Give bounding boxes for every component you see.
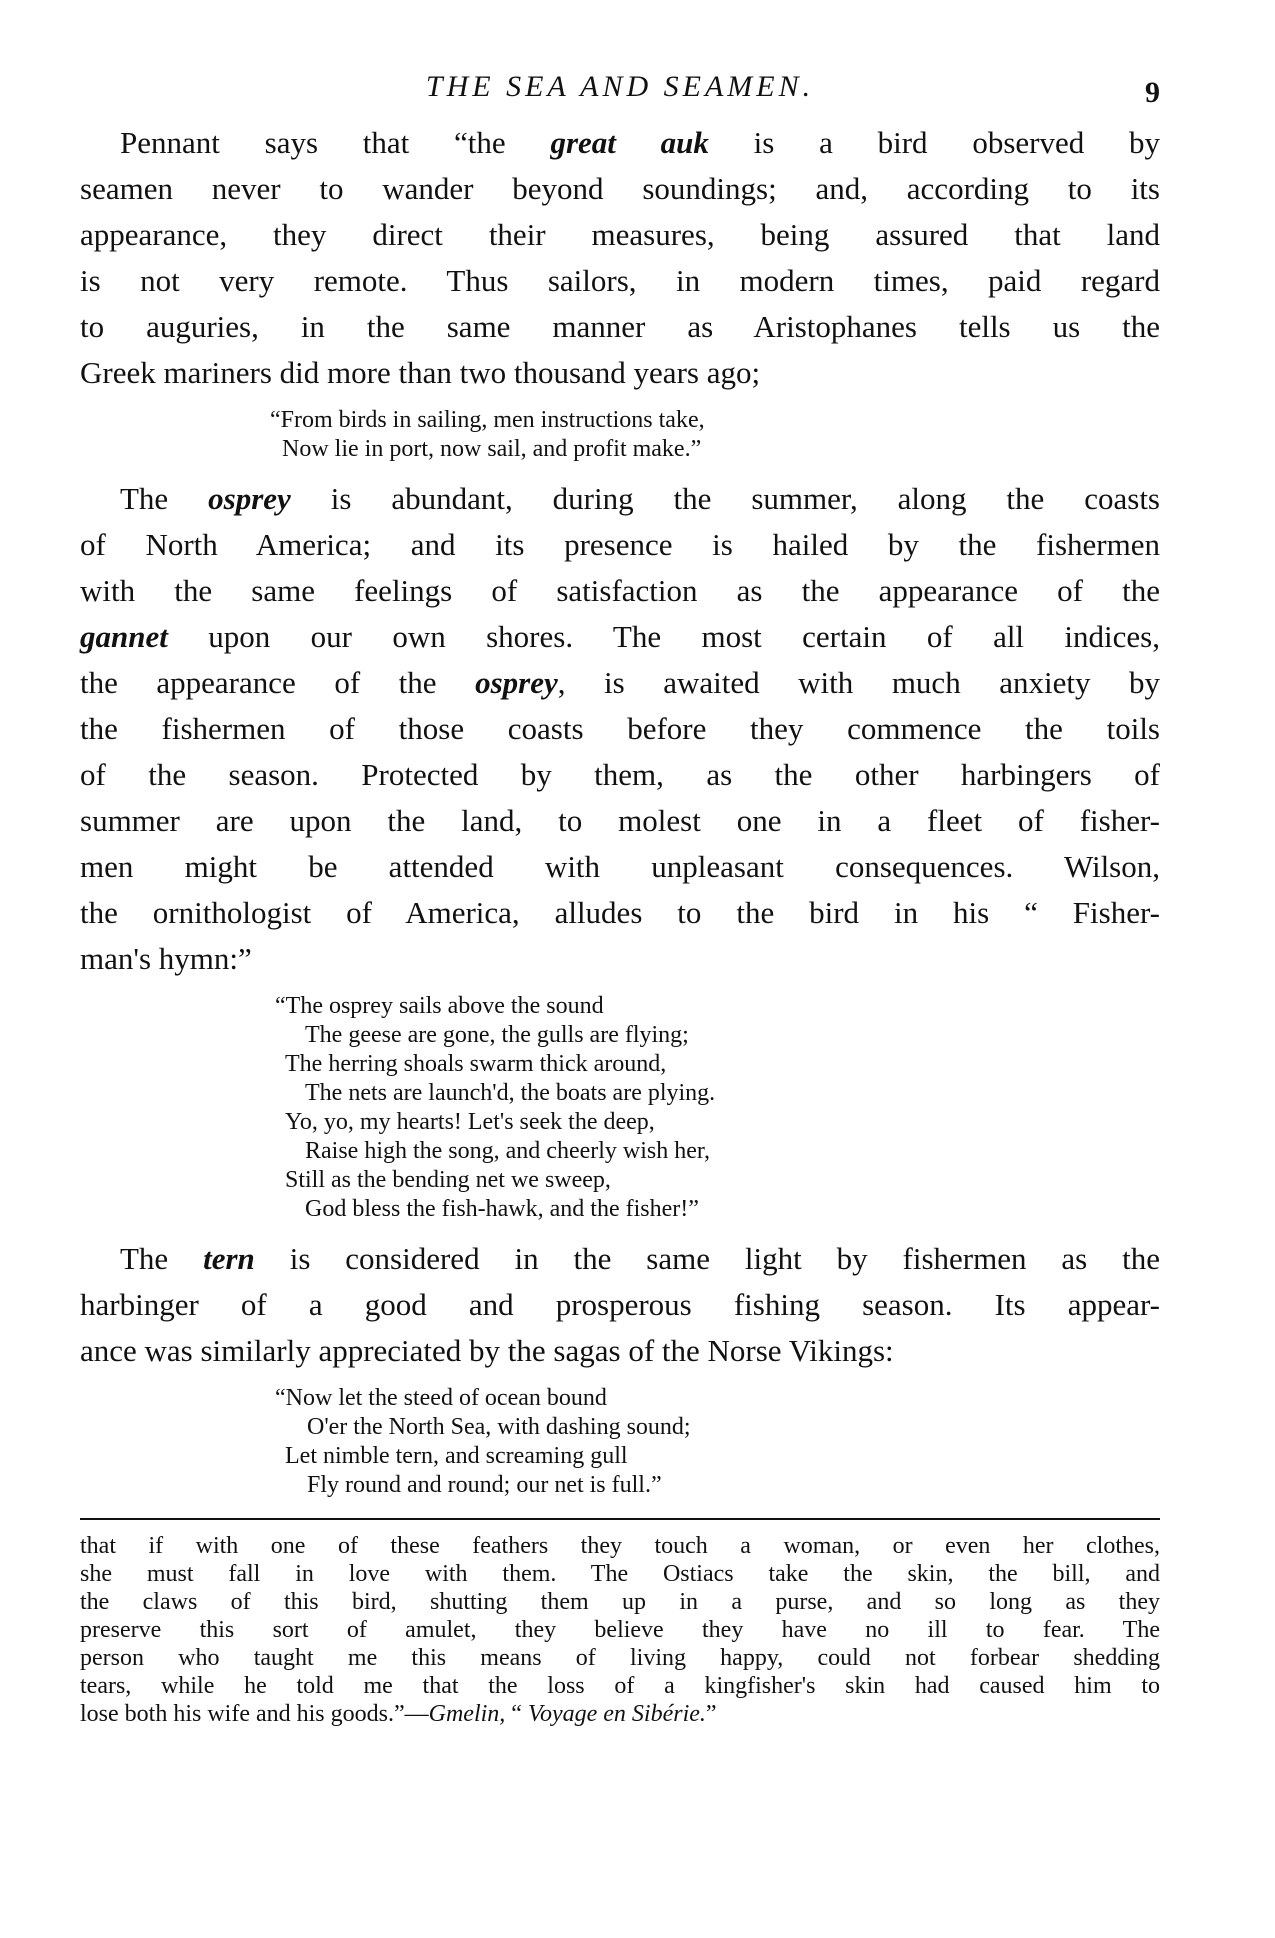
verse-line: The geese are gone, the gulls are flying; bbox=[305, 1022, 689, 1048]
text-line: The tern is considered in the same light by fishermen as the bbox=[120, 1241, 1160, 1276]
text-line: men might be attended with unpleasant consequences. Wilson, bbox=[80, 849, 1160, 884]
text-line: ance was similarly appreciated by the sagas of the Norse Vikings: bbox=[80, 1333, 894, 1368]
text-line: seamen never to wander beyond soundings; and, according to its bbox=[80, 171, 1160, 206]
page bbox=[80, 70, 1160, 1728]
text-line: summer are upon the land, to molest one in a fleet of fisher- bbox=[80, 803, 1160, 838]
citation-author: Gmelin, bbox=[428, 1701, 506, 1727]
verse-fishermans-hymn bbox=[80, 992, 1160, 1224]
paragraph-tern bbox=[80, 1236, 1160, 1374]
text-line: harbinger of a good and prosperous fishing season. Its appear- bbox=[80, 1287, 1160, 1322]
verse-line: Now lie in port, now sail, and profit make.” bbox=[282, 436, 702, 462]
italic-term: gannet bbox=[80, 619, 168, 654]
citation-title: Voyage en Sibérie. bbox=[527, 1701, 706, 1727]
text-line: Pennant says that “the great auk is a bird observed by bbox=[120, 125, 1160, 160]
text-line: Greek mariners did more than two thousand years ago; bbox=[80, 355, 761, 390]
verse-line: O'er the North Sea, with dashing sound; bbox=[307, 1414, 691, 1440]
footnote-line: tears, while he told me that the loss of a kingfisher's skin had caused him to bbox=[80, 1673, 1160, 1699]
verse-line: The herring shoals swarm thick around, bbox=[285, 1051, 667, 1077]
text-line: is not very remote. Thus sailors, in modern times, paid regard bbox=[80, 263, 1160, 298]
paragraph-great-auk bbox=[80, 120, 1160, 396]
italic-term: osprey bbox=[208, 481, 291, 516]
footnote-line: preserve this sort of amulet, they believe they have no ill to fear. The bbox=[80, 1617, 1160, 1643]
text-line: man's hymn:” bbox=[80, 941, 252, 976]
text-line: the fishermen of those coasts before they commence the toils bbox=[80, 711, 1160, 746]
verse-aristophanes bbox=[80, 406, 1160, 464]
italic-term: tern bbox=[203, 1241, 255, 1276]
paragraph-osprey bbox=[80, 476, 1160, 982]
verse-line: “The osprey sails above the sound bbox=[275, 993, 604, 1019]
text-line: of North America; and its presence is hailed by the fishermen bbox=[80, 527, 1160, 562]
italic-term: great auk bbox=[550, 125, 709, 160]
verse-line: “From birds in sailing, men instructions take, bbox=[270, 407, 705, 433]
verse-line: God bless the fish-hawk, and the fisher!” bbox=[305, 1196, 699, 1222]
running-head: THE SEA AND SEAMEN. bbox=[425, 70, 815, 103]
text-line: The osprey is abundant, during the summer, along the coasts bbox=[120, 481, 1160, 516]
verse-line: Yo, yo, my hearts! Let's seek the deep, bbox=[285, 1109, 655, 1135]
verse-line: Raise high the song, and cheerly wish her, bbox=[305, 1138, 710, 1164]
footnote bbox=[80, 1532, 1160, 1728]
footnote-line: the claws of this bird, shutting them up in a purse, and so long as they bbox=[80, 1589, 1160, 1615]
footnote-line: that if with one of these feathers they touch a woman, or even her clothes, bbox=[80, 1533, 1160, 1559]
text-line: gannet upon our own shores. The most certain of all indices, bbox=[80, 619, 1160, 654]
text-line: the appearance of the osprey, is awaited with much anxiety by bbox=[80, 665, 1161, 700]
text-line: the ornithologist of America, alludes to the bird in his “ Fisher- bbox=[80, 895, 1160, 930]
footnote-rule bbox=[80, 1518, 1160, 1520]
text-line: of the season. Protected by them, as the other harbingers of bbox=[80, 757, 1160, 792]
page-header bbox=[80, 70, 1160, 120]
text-line: with the same feelings of satisfaction as the appearance of the bbox=[80, 573, 1160, 608]
verse-line: The nets are launch'd, the boats are plying. bbox=[305, 1080, 716, 1106]
text-line: to auguries, in the same manner as Aristophanes tells us the bbox=[80, 309, 1160, 344]
text-line: appearance, they direct their measures, being assured that land bbox=[80, 217, 1160, 252]
footnote-line: she must fall in love with them. The Ostiacs take the skin, the bill, and bbox=[80, 1561, 1160, 1587]
verse-line: Fly round and round; our net is full.” bbox=[307, 1472, 662, 1498]
footnote-line: lose both his wife and his goods.”—Gmelin, “ Voyage en Sibérie.” bbox=[80, 1701, 717, 1727]
footnote-line: person who taught me this means of living happy, could not forbear shedding bbox=[80, 1645, 1160, 1671]
verse-line: Let nimble tern, and screaming gull bbox=[285, 1443, 628, 1469]
italic-term: osprey bbox=[475, 665, 558, 700]
verse-line: “Now let the steed of ocean bound bbox=[275, 1385, 607, 1411]
verse-line: Still as the bending net we sweep, bbox=[285, 1167, 611, 1193]
verse-norse-vikings bbox=[80, 1384, 1160, 1500]
page-number: 9 bbox=[1145, 76, 1160, 109]
